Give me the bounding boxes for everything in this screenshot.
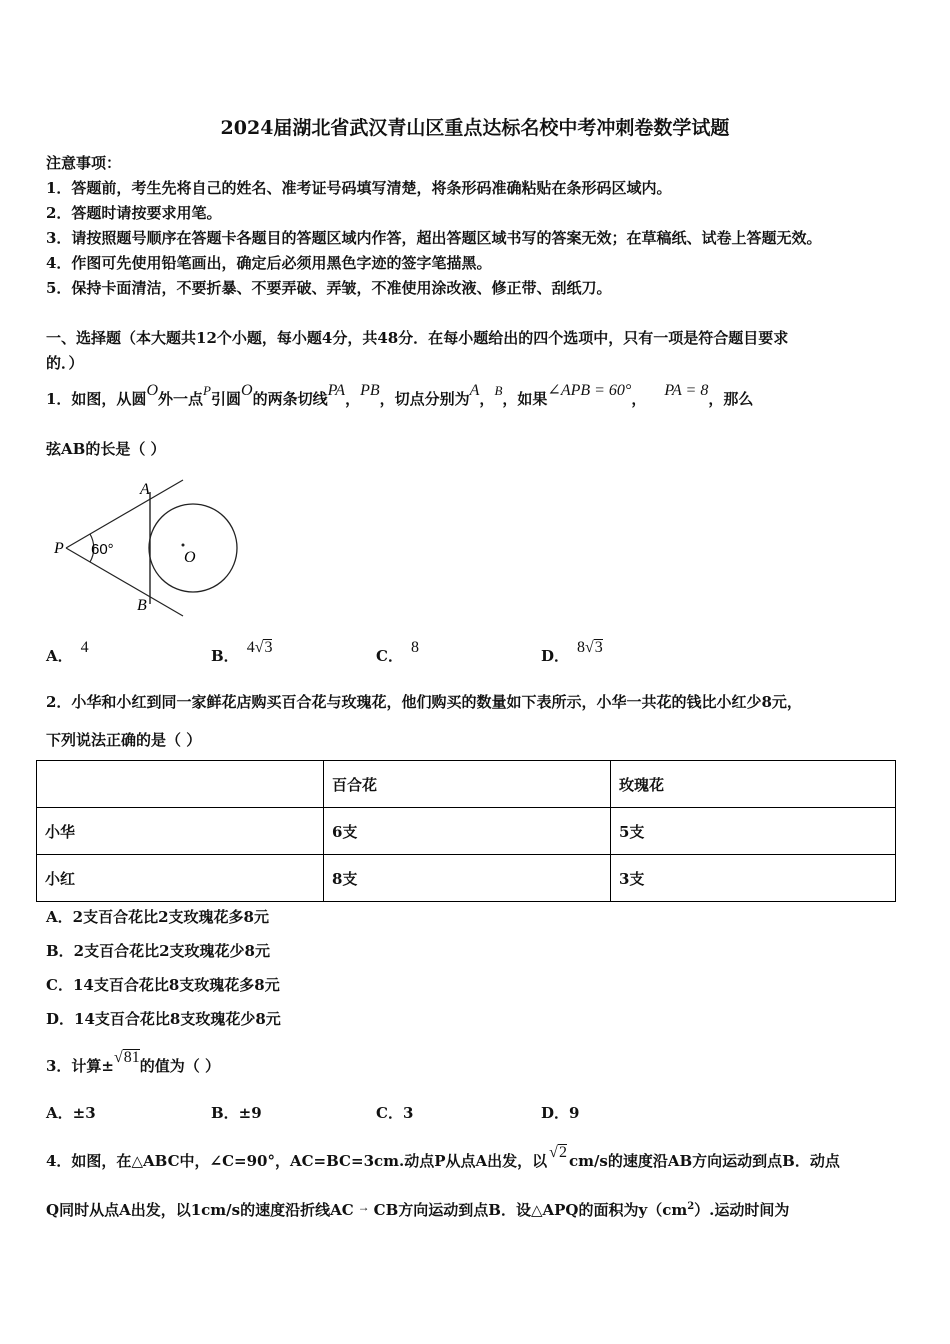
q1-option-c[interactable]: C． 8: [376, 639, 419, 665]
notice-item: 3．请按照题号顺序在答题卡各题目的答题区域内作答，超出答题区域书写的答案无效；在草稿纸、试卷上答题无效。: [46, 229, 822, 247]
table-cell: 小华: [37, 808, 324, 855]
q2-stem: 2．小华和小红到同一家鲜花店购买百合花与玫瑰花，他们购买的数量如下表所示，小华一共花的钱比小红少8元，: [46, 693, 802, 711]
label-b: B: [137, 597, 147, 614]
angle-label: 60°: [91, 541, 114, 558]
q1-stem: 1．如图，从圆O外一点P引圆O的两条切线PA，PB，切点分别为A，B，如果∠APB = 60°， PA = 8，那么: [46, 382, 754, 408]
label-p: P: [54, 540, 64, 557]
q2-option-a[interactable]: A．2支百合花比2支玫瑰花多8元: [46, 908, 269, 926]
table-cell: 6支: [324, 808, 611, 855]
q3-option-b[interactable]: B．±9: [211, 1104, 262, 1122]
table-header-row: [37, 761, 896, 808]
section-heading: 一、选择题（本大题共12个小题，每小题4分，共48分．在每小题给出的四个选项中，只有一项是符合题目要求: [46, 329, 789, 347]
table-cell: 小红: [37, 855, 324, 902]
q4-stem: 4．如图，在△ABC中，∠C=90°，AC=BC=3cm.动点P从点A出发，以 √2 cm/s的速度沿AB方向运动到点B．动点: [46, 1144, 840, 1170]
circle-o: [149, 504, 237, 592]
q2-option-d[interactable]: D．14支百合花比8支玫瑰花少8元: [46, 1010, 281, 1028]
arrow-icon: →: [357, 1200, 370, 1214]
notice-item: 2．答题时请按要求用笔。: [46, 204, 222, 222]
notice-item: 1．答题前，考生先将自己的姓名、准考证号码填写清楚，将条形码准确粘贴在条形码区域内。: [46, 179, 672, 197]
q1-option-a[interactable]: A． 4: [46, 639, 89, 665]
notice-item: 5．保持卡面清洁，不要折暴、不要弄破、弄皱，不准使用涂改液、修正带、刮纸刀。: [46, 279, 612, 297]
notice-item: 4．作图可先使用铅笔画出，确定后必须用黑色字迹的签字笔描黑。: [46, 254, 492, 272]
q3-option-a[interactable]: A．±3: [46, 1104, 96, 1122]
q1-figure: [46, 472, 246, 617]
table-row: [37, 855, 896, 902]
q4-stem-cont: Q同时从点A出发，以1cm/s的速度沿折线AC → CB方向运动到点B．设△APQ的面积为$y(cm^2)$.运动时间为: [46, 1200, 790, 1219]
q3-stem: 3．计算±√81的值为（ ）: [46, 1049, 221, 1075]
q1-option-b[interactable]: B． 4√3: [211, 639, 273, 665]
table-cell: 玫瑰花: [611, 761, 896, 808]
label-a: A: [140, 481, 150, 498]
q3-option-d[interactable]: D．9: [541, 1104, 580, 1122]
section-heading-cont: 的．）: [46, 354, 84, 372]
center-dot: [182, 544, 185, 547]
notice-heading: 注意事项：: [46, 154, 122, 172]
q2-stem-cont: 下列说法正确的是（ ）: [46, 731, 202, 749]
q1-option-d[interactable]: D． 8√3: [541, 639, 603, 665]
q2-table: [36, 760, 896, 902]
table-cell: [37, 761, 324, 808]
table-cell: 百合花: [324, 761, 611, 808]
q2-option-b[interactable]: B．2支百合花比2支玫瑰花少8元: [46, 942, 270, 960]
q3-option-c[interactable]: C．3: [376, 1104, 414, 1122]
q2-option-c[interactable]: C．14支百合花比8支玫瑰花多8元: [46, 976, 280, 994]
table-cell: 5支: [611, 808, 896, 855]
table-row: [37, 808, 896, 855]
q1-stem-cont: 弦AB的长是（ ）: [46, 440, 166, 458]
label-o: O: [184, 549, 196, 566]
table-cell: 3支: [611, 855, 896, 902]
page-title: 2024届湖北省武汉青山区重点达标名校中考冲刺卷数学试题: [220, 117, 730, 139]
table-cell: 8支: [324, 855, 611, 902]
